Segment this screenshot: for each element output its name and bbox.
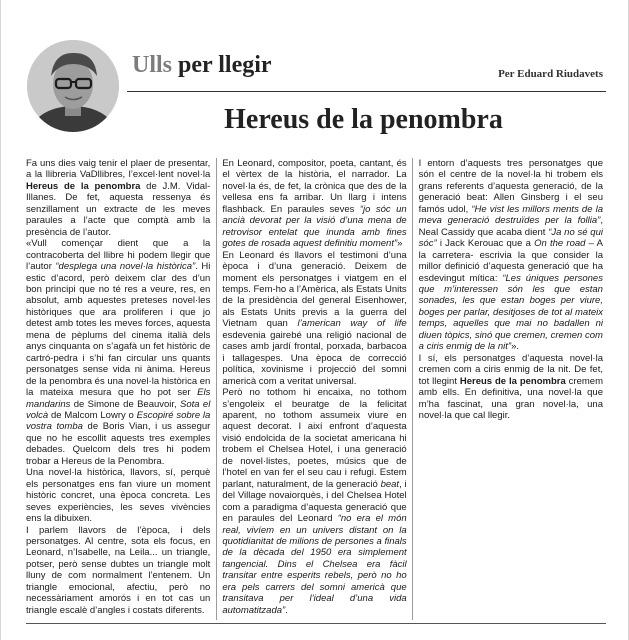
article-paragraph xyxy=(26,238,210,467)
quote-text: “Ja no sé qui sóc” xyxy=(418,226,603,250)
paragraph-text: Però no tothom hi encaixa, no tothom s’engoleix el beuratge de la felicitat aparent, no tothom assumeix viure en aquest decorat. I així enfront d’aquesta visió endolcida de la societat americana hi trobem el Chelsea Hotel, i una generació de novel·listes, poetes, músics que de l’hotel en van fer el seu cau i refugi. Estem parlant, naturalment, de la generació xyxy=(222,387,407,490)
paragraph-text: esdevenia gairebé una religió nacional de cases amb jardí frontal, porxada, barbacoa i tallagespes. Una època de correcció política, xovinisme i projecció del somni americà com a veritat universal. xyxy=(222,329,407,387)
article-paragraph xyxy=(419,353,603,422)
paragraph-text: Una novel·la històrica, llavors, sí, perquè els personatges ens fan viure un moment històric concret, una època concreta. Les seves experiències, les seves vivències ens la dibuixen. xyxy=(26,467,211,525)
paragraph-text: I entorn d’aquests tres personatges que són el centre de la novel·la hi trobem els grans referents d’aquesta generació, de la generació beat: Allen Ginsberg i el seu famós udol, xyxy=(418,158,603,215)
paragraph-text: de Boris Vian, i us assegur que no he escollit aquests tres exemples debades. Quelcom dels tres hi podem trobar a Hereus de la Penombra. xyxy=(26,421,211,467)
paragraph-text: » xyxy=(397,238,403,250)
paragraph-text: . Hi estic d’acord, però deixem clar des d’un bon principi que no té res a veure, res, en absolut, amb aquestes preteses novel·les històriques que ara proliferen i que jo detest amb totes les meves forces, aquesta mena de pèplums del cinema italià dels anys cinquanta on s’agafà un fet històric de cartró-pedra i s’hi fan circular uns quants personatges sense vida ni ànima. Hereus de la penombra és una novel·la històrica en la mateixa mesura que ho pot ser xyxy=(26,261,211,399)
paragraph-text: I parlem llavors de l’època, i dels personatges. Al centre, sota els focus, en Leonard, n’Isabelle, na Leila... un triangle, potser, però sense dubtes un triangle molt lluny de com normalment l’entenem. Un triangle emocional, afectiu, però no necessàriament amorós i en tot cas un triangle escalè d’angles i costats diferents. xyxy=(26,524,211,616)
byline: Per Eduard Riudavets xyxy=(498,68,603,80)
paragraph-text: – A la carretera- escrivia la que consider la millor definició d’aquesta generació que ha esdevingut mítica: xyxy=(418,238,603,284)
article-paragraph xyxy=(26,525,210,617)
quote-text: Els mandarins xyxy=(26,387,211,410)
quote-text: On the road xyxy=(534,238,586,250)
paragraph-text: cremem amb ells. En definitiva, una novel·la que m’ha fascinat, una gran novel·la, una novel·la que cal llegir. xyxy=(418,375,603,421)
paragraph-text: I sí, els personatges d’aquesta novel·la cremen com a ciris enmig de la nit. De fet, tot llegint xyxy=(418,352,603,387)
paragraph-text: Fa uns dies vaig tenir el plaer de presentar, a la llibreria VaDllibres, l’excel·lent novel·la xyxy=(26,158,211,181)
paragraph-text: «Vull començar dient que a la contracoberta del llibre hi podem llegir que l’autor xyxy=(26,238,211,273)
quote-text: “desplega una novel·la històrica” xyxy=(55,261,196,273)
author-portrait-icon xyxy=(27,40,119,132)
article-paragraph xyxy=(222,158,406,250)
headline: Hereus de la penombra xyxy=(224,104,503,135)
header-divider xyxy=(127,91,606,92)
book-title: Hereus de la penombra xyxy=(26,180,141,192)
quote-text: Escopiré sobre la vostra tomba xyxy=(26,409,211,433)
paragraph-text: de Malcom Lowry o xyxy=(48,409,137,421)
quote-text: “He vist les millors ments de la meva generació destruïdes per la follia” xyxy=(418,203,603,227)
article-paragraph xyxy=(26,467,210,524)
quote-text: Sota el volcà xyxy=(26,398,211,421)
author-photo xyxy=(27,40,119,132)
paragraph-text: i Jack Kerouac que a xyxy=(436,238,535,250)
quote-text: beat xyxy=(380,478,400,490)
paragraph-text: ». xyxy=(511,341,519,353)
quote-text: “no era el món real, vivíem en un univers distant on la quotidianitat de milions de persones a finals de la dècada del 1950 era simplement tangencial. Dins el Chelsea era fàcil transitar entre esperits rebels, però no ho era pels carrers del somni americà que transitava per l’ideal d’una vida automatitzada” xyxy=(222,513,407,616)
paragraph-text: En Leonard, compositor, poeta, cantant, és el vèrtex de la història, el narrador. La novel·la és, de fet, la crònica que des de la vellesa ens fa arribar. Un llarg i intens flashback. En paraules seves xyxy=(222,158,407,215)
quote-text: “Les úniques persones que m’interessen són les que estan sonades, les que estan boges per viure, boges per parlar, desitjoses de tot al mateix temps, aquelles que mai no badallen ni diuen tòpics, sinó que cremen, cremen com a ciris enmig de la nit” xyxy=(418,272,603,353)
article-paragraph xyxy=(222,387,406,616)
quote-text: l’american way of life xyxy=(297,318,407,330)
article-paragraph xyxy=(26,158,210,238)
paragraph-text: , Neal Cassidy que acaba dient xyxy=(418,215,603,238)
section-title xyxy=(132,52,272,79)
book-title: Hereus de la penombra xyxy=(459,375,566,387)
article-paragraph xyxy=(419,158,603,353)
paragraph-text: de J.M. Vidal-Illanes. De fet, aquesta ressenya és senzillament un extracte de les meves paraules a l’acte que comptà amb la presència de l’autor. xyxy=(26,180,211,238)
paragraph-text: , i del Village novaiorquès, i del Chelsea Hotel com a paradigma d’aquesta generació que en paraules del Leonard xyxy=(222,478,407,525)
section-title-part1: Ulls xyxy=(132,52,173,78)
paragraph-text: En Leonard és llavors el testimoni d’una època i d’una generació. Deixem de moment els personatges i viatgem en el temps. Fem-ho a l’Amèrica, als Estats Units de la presidència del general Eisenhower, als Estats Units previs a la guerra del Vietnam quan xyxy=(222,249,407,330)
article-paragraph xyxy=(222,250,406,387)
quote-text: “jo sóc un ancià devorat per la visió d’una mena de retrovisor entelat que inunda amb fines gotes de rosada aquest definitiu moment” xyxy=(222,203,407,250)
bottom-divider xyxy=(26,623,606,624)
paragraph-text: de Simone de Beauvoir, xyxy=(70,398,181,410)
paragraph-text: . xyxy=(285,604,288,616)
article-body xyxy=(26,158,603,620)
section-title-part2: per llegir xyxy=(178,52,272,78)
